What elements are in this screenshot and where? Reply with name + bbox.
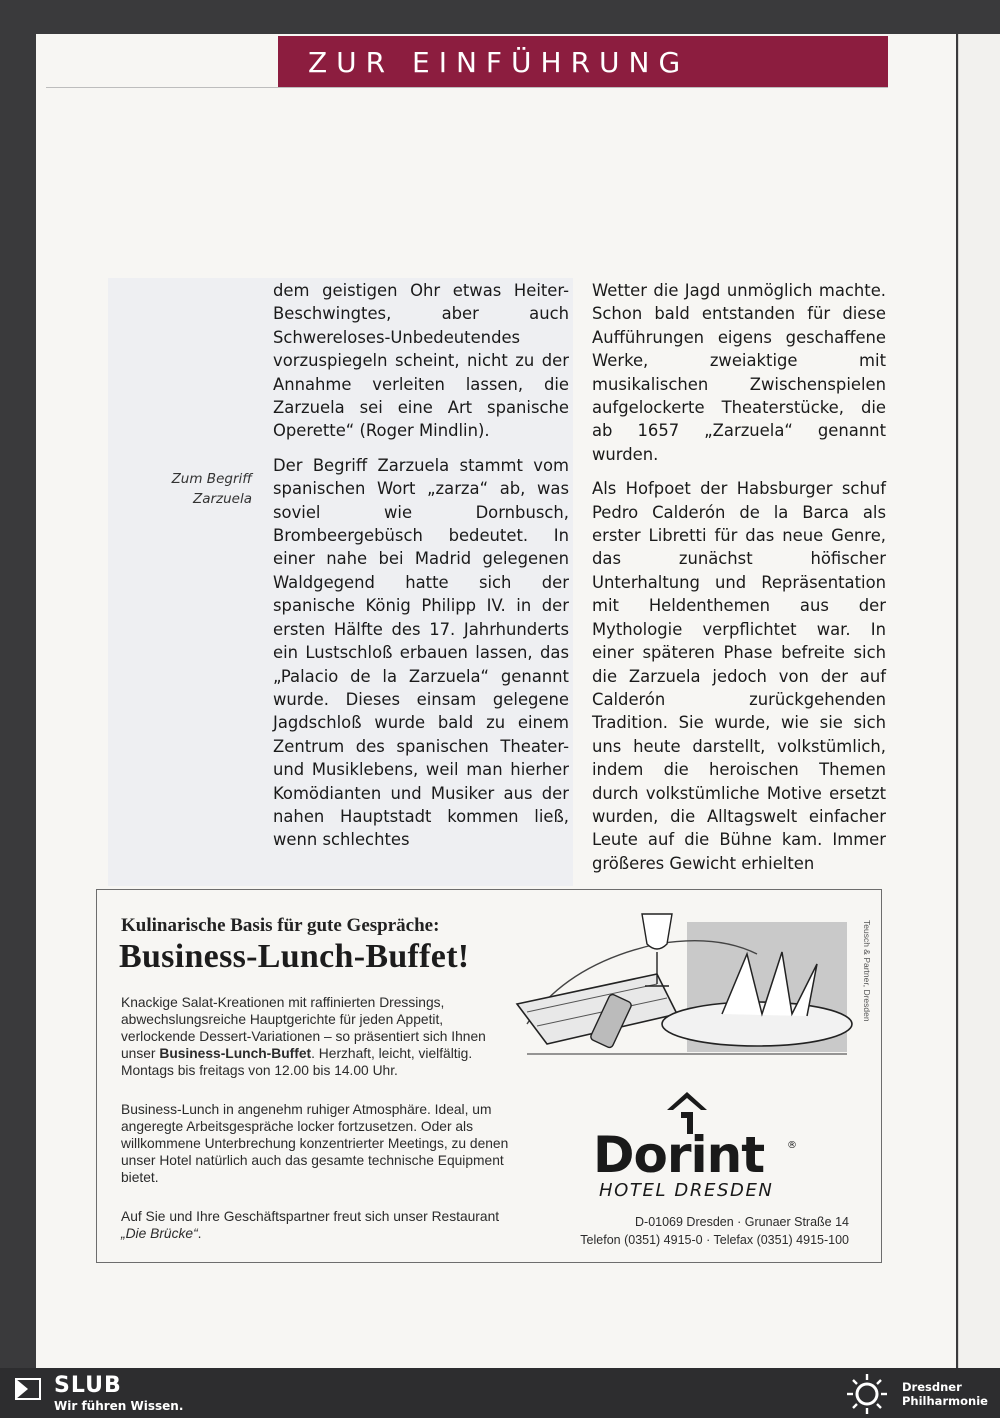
address-line-1: D-01069 Dresden · Grunaer Straße 14 [635, 1215, 849, 1229]
section-header [278, 36, 888, 88]
philharmonie-logo-icon [842, 1372, 892, 1416]
ad-paragraph-3 [121, 1208, 521, 1242]
address-line-2: Telefon (0351) 4915-0 · Telefax (0351) 4915-100 [580, 1233, 849, 1247]
section-title: ZUR EINFÜHRUNG [308, 46, 690, 79]
dorint-hotel-name: HOTEL DRESDEN [599, 1180, 774, 1201]
article-column-left [273, 279, 569, 863]
ad-p3-restaurant: „Die Brücke“ [121, 1226, 198, 1241]
ad-p1-tail: . Herzhaft, leicht, vielfältig. Montags bis freitags von 12.00 bis 14.00 Uhr. [121, 1046, 473, 1078]
next-page-edge [958, 34, 1000, 1368]
ad-p1-bold: Business-Lunch-Buffet [159, 1046, 312, 1061]
left-paragraph-2: Der Begriff Zarzuela stammt vom spanischen Wort „zarza“ ab, was soviel wie Dornbusch, Brombeergebüsch bedeutet. In einer nahe bei Madrid gelegenen Waldgegend hatte sich der spanische König Philipp IV. in der ersten Hälfte des 17. Jahrhunderts ein Lustschloß erbauen lassen, das „Palacio de la Zarzuela“ genannt wurde. Dieses einsam gelegene Jagdschloß wurde bald zu einem Zentrum des spanischen Theater- und Musiklebens, weil man hierher Komödianten und Musiker aus der nahen Hauptstadt kommen ließ, wenn schlechtes [273, 455, 569, 850]
hotel-address [545, 1213, 849, 1249]
ad-p3-tail: . [197, 1226, 202, 1241]
viewer-footer [0, 1368, 1000, 1418]
slub-name[interactable]: SLUB [54, 1373, 122, 1398]
ad-credit [860, 920, 874, 1060]
ad-p3-text: Auf Sie und Ihre Geschäftspartner freut sich unser Restaurant [121, 1209, 500, 1224]
philharmonie-name[interactable] [902, 1380, 988, 1408]
ad-p1-text: Knackige Salat-Kreationen mit raffinierten Dressings, abwechslungsreiche Hauptgerichte für jeden Appetit, verlockende Dessert-Variationen – so präsentiert sich Ihnen unser [121, 995, 486, 1061]
slub-logo-icon [14, 1377, 42, 1401]
article-column-right [592, 279, 886, 886]
hotel-advertisement [96, 889, 882, 1263]
right-paragraph-2: Als Hofpoet der Habsburger schuf Pedro Calderón de la Barca als erster Libretti für das neue Genre, das zunächst höfischer Unterhaltung und Repräsentation mit Heldenthemen aus der Mythologie verpflichtet war. In einer späteren Phase befreite sich die Zarzuela jedoch von der auf Calderón zurückgehenden Tradition. Sie wurde, wie sie sich uns heute darstellt, volkstümlich, indem die heroischen Themen durch volkstümliche Motive ersetzt wurden, die Alltagswelt einfacher Leute auf die Bühne kam. Immer größeres Gewicht erhielten [592, 479, 886, 873]
slub-tagline: Wir führen Wissen. [54, 1399, 184, 1413]
wine-glass-icon [642, 914, 672, 949]
header-rule [46, 87, 888, 88]
dorint-brand-name: Dorint [593, 1126, 765, 1184]
philharmonie-line-1: Dresdner [902, 1380, 962, 1394]
left-paragraph-1: dem geistigen Ohr etwas Heiter-Beschwingtes, aber auch Schwereloses-Unbedeutendes vorzuspiegeln scheint, nicht zu der Annahme verleiten lassen, die Zarzuela sei eine Art spanische Operette“ (Roger Mindlin). [273, 281, 569, 441]
right-paragraph-1: Wetter die Jagd unmöglich machte. Schon bald entstanden für diese Aufführungen eigens geschaffene Werke, zweiaktige mit musikalischen Zwischenspielen aufgelockerte Theaterstücke, die ab 1657 „Zarzuela“ genannt wurden. [592, 281, 886, 464]
margin-note-line2: Zarzuela [192, 491, 252, 507]
margin-note [150, 469, 252, 509]
margin-note-line1: Zum Begriff [171, 471, 252, 487]
ad-paragraph-2: Business-Lunch in angenehm ruhiger Atmosphäre. Ideal, um angeregte Arbeitsgespräche locker fortzusetzen. Oder als willkommene Unterbrechung konzentrierter Meetings, zu denen unser Hotel natürlich auch das gesamte technische Equipment bietet. [121, 1102, 509, 1185]
ad-title: Business-Lunch-Buffet! [119, 938, 470, 975]
ad-credit-text: Teusch & Partner, Dresden [862, 920, 872, 1022]
ad-subtitle: Kulinarische Basis für gute Gespräche: [121, 915, 440, 936]
lunch-illustration [507, 904, 867, 1064]
ad-paragraph-1 [121, 994, 521, 1079]
registered-mark: ® [787, 1140, 797, 1151]
philharmonie-line-2: Philharmonie [902, 1394, 988, 1408]
